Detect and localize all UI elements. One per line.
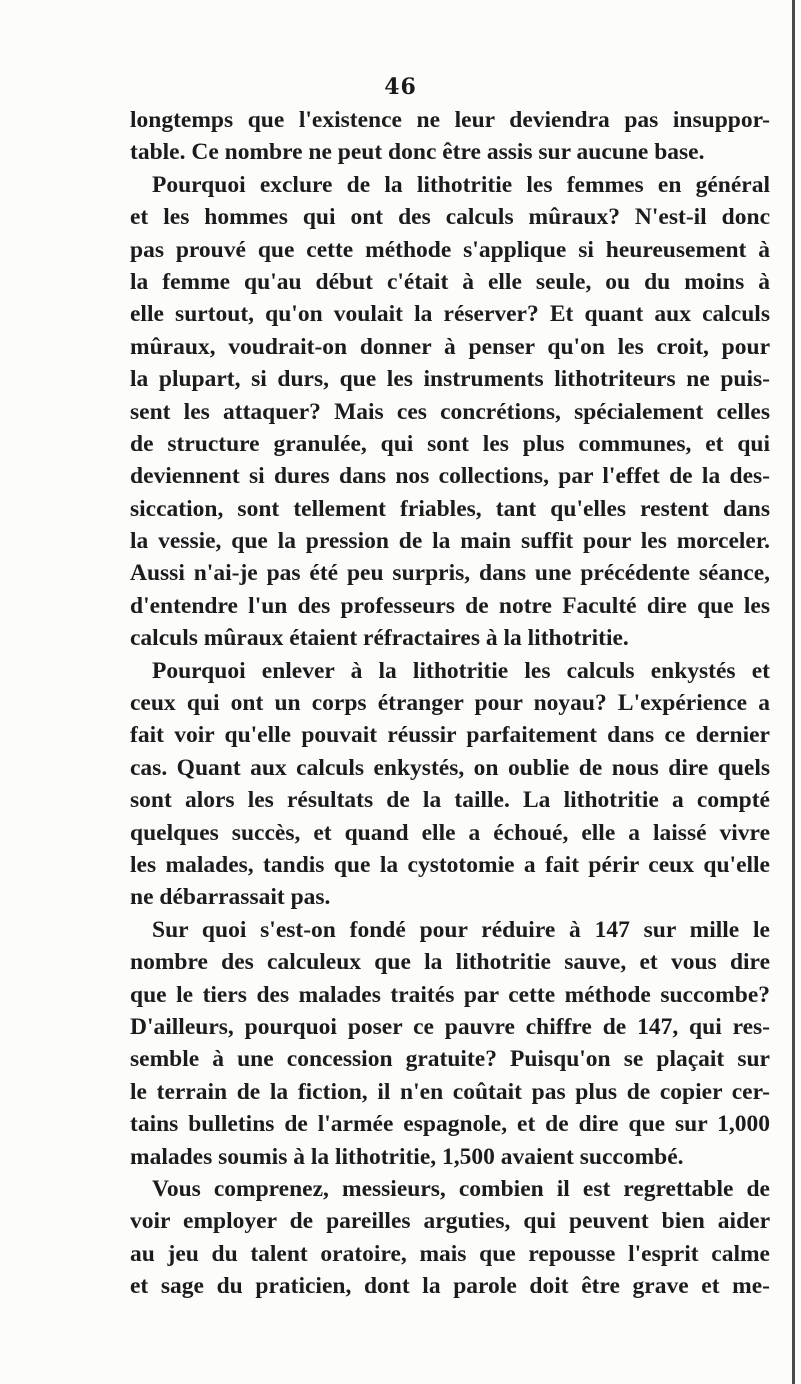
text-line: les malades, tandis que la cystotomie a fait périr ceux qu'elle xyxy=(130,851,770,878)
text-line: la femme qu'au début c'était à elle seule, ou du moins à xyxy=(130,268,770,295)
text-line: de structure granulée, qui sont les plus communes, et qui xyxy=(130,430,770,457)
page-number: 46 xyxy=(384,74,417,100)
text-line: cas. Quant aux calculs enkystés, on oublie de nous dire quels xyxy=(130,754,770,781)
text-line: siccation, sont tellement friables, tant qu'elles restent dans xyxy=(130,495,770,522)
text-line: malades soumis à la lithotritie, 1,500 avaient succombé. xyxy=(130,1143,684,1170)
text-line: la plupart, si durs, que les instruments lithotriteurs ne puis- xyxy=(130,366,770,393)
text-line: tains bulletins de l'armée espagnole, et de dire que sur 1,000 xyxy=(130,1111,770,1138)
text-line: deviennent si dures dans nos collections, par l'effet de la des- xyxy=(130,463,770,490)
text-line: d'entendre l'un des professeurs de notre Faculté dire que les xyxy=(130,592,770,619)
text-line: nombre des calculeux que la lithotritie sauve, et vous dire xyxy=(130,949,770,976)
text-line: semble à une concession gratuite? Puisqu'on se plaçait sur xyxy=(130,1046,770,1073)
text-line: Pourquoi enlever à la lithotritie les calculs enkystés et xyxy=(152,657,770,684)
text-line: D'ailleurs, pourquoi poser ce pauvre chiffre de 147, qui res- xyxy=(130,1013,770,1040)
text-line: elle surtout, qu'on voulait la réserver? Et quant aux calculs xyxy=(130,301,770,328)
text-line: et sage du praticien, dont la parole doit être grave et me- xyxy=(130,1273,770,1300)
body-text xyxy=(130,104,770,1302)
text-line: le terrain de la fiction, il n'en coûtait pas plus de copier cer- xyxy=(130,1078,770,1105)
text-line: Vous comprenez, messieurs, combien il est regrettable de xyxy=(152,1175,770,1202)
text-line: pas prouvé que cette méthode s'applique si heureusement à xyxy=(130,236,770,263)
text-line: fait voir qu'elle pouvait réussir parfaitement dans ce dernier xyxy=(130,722,770,749)
text-line: la vessie, que la pression de la main suffit pour les morceler. xyxy=(130,528,770,555)
text-line: sent les attaquer? Mais ces concrétions, spécialement celles xyxy=(130,398,770,425)
text-line: mûraux, voudrait-on donner à penser qu'on les croit, pour xyxy=(130,333,770,360)
text-line: table. Ce nombre ne peut donc être assis sur aucune base. xyxy=(130,139,705,166)
text-line: au jeu du talent oratoire, mais que repousse l'esprit calme xyxy=(130,1240,770,1267)
page-edge-line xyxy=(792,0,795,1384)
text-line: voir employer de pareilles arguties, qui peuvent bien aider xyxy=(130,1208,770,1235)
text-line: calculs mûraux étaient réfractaires à la lithotritie. xyxy=(130,625,629,652)
text-line: et les hommes qui ont des calculs mûraux? N'est-il donc xyxy=(130,204,770,231)
text-line: Sur quoi s'est-on fondé pour réduire à 147 sur mille le xyxy=(152,916,770,943)
text-line: Pourquoi exclure de la lithotritie les femmes en général xyxy=(152,171,770,198)
text-line: quelques succès, et quand elle a échoué, elle a laissé vivre xyxy=(130,819,770,846)
text-line: que le tiers des malades traités par cette méthode succombe? xyxy=(130,981,770,1008)
text-line: ne débarrassait pas. xyxy=(130,884,331,911)
text-line: longtemps que l'existence ne leur deviendra pas insuppor- xyxy=(130,107,770,133)
text-line: ceux qui ont un corps étranger pour noyau? L'expérience a xyxy=(130,690,770,717)
text-line: Aussi n'ai-je pas été peu surpris, dans une précédente séance, xyxy=(130,560,770,587)
text-line: sont alors les résultats de la taille. La lithotritie a compté xyxy=(130,787,770,814)
